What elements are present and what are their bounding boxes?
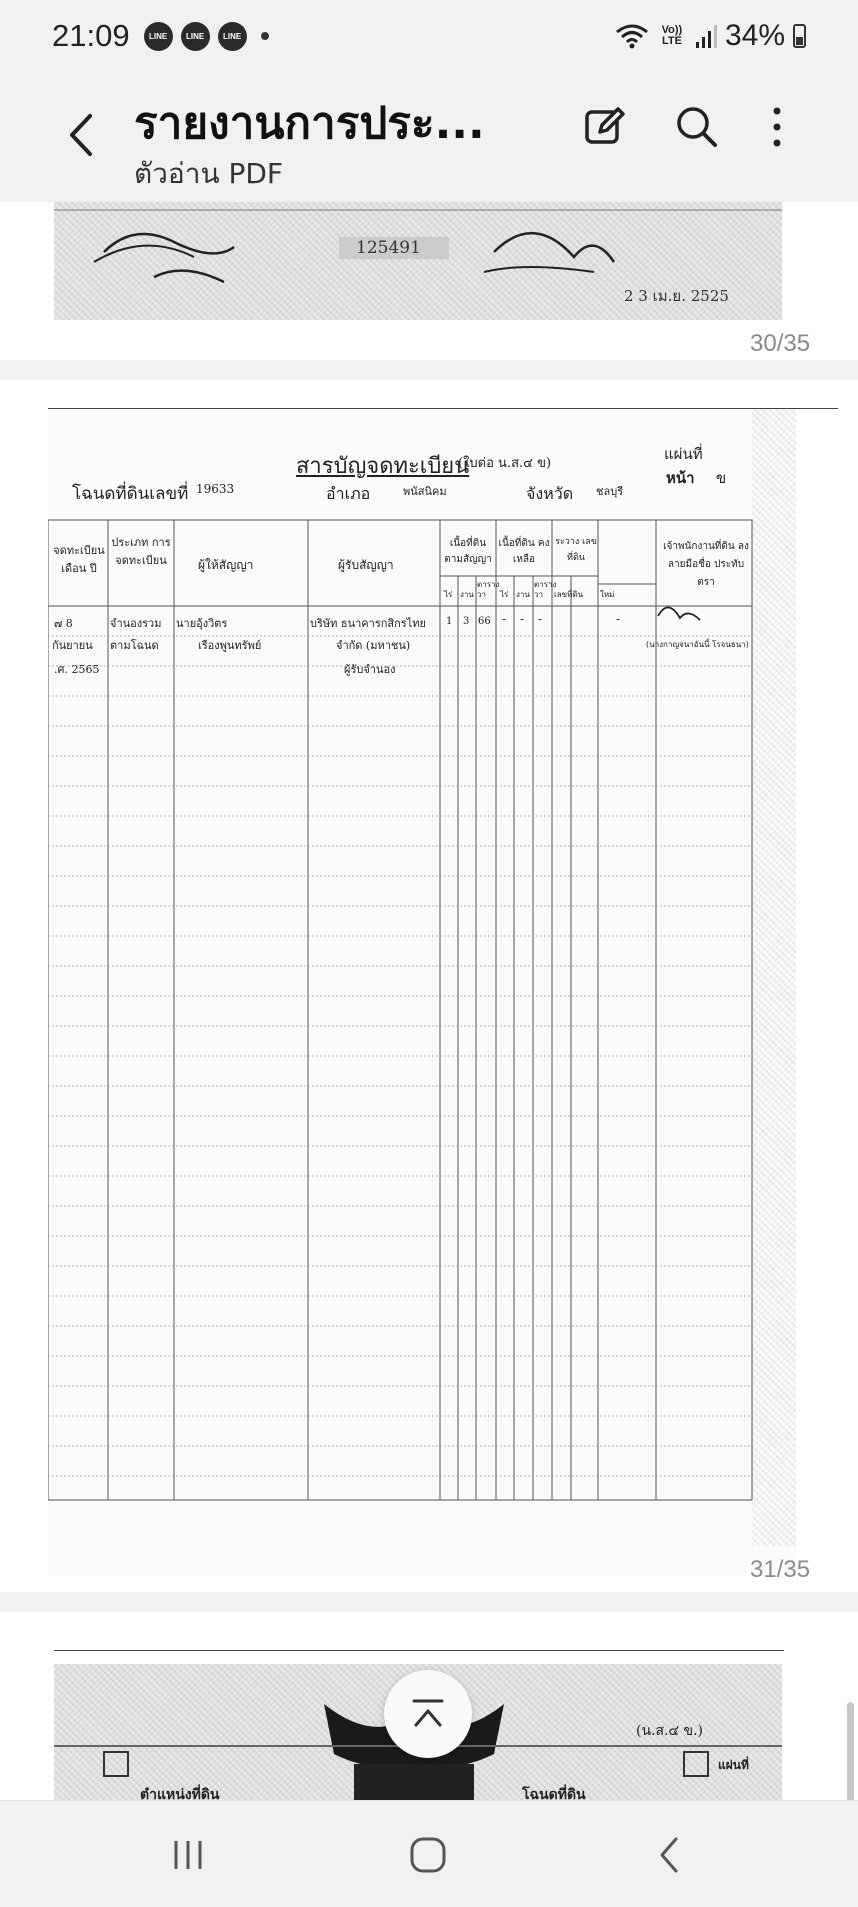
form-label: (น.ส.๔ ข.): [636, 1723, 704, 1739]
system-nav-bar: [0, 1800, 858, 1907]
edit-icon[interactable]: [580, 102, 630, 152]
entry-officer-name: (นางกาญจนาอันนี้ โรจนธนา): [646, 640, 749, 649]
unit-wa: ตาราง วา: [477, 580, 500, 599]
scroll-to-top-icon: [408, 1697, 448, 1731]
battery-percent: 34%: [724, 19, 785, 52]
page-value: ข: [716, 469, 727, 487]
entry-ngan: 3: [463, 616, 470, 627]
stamp-date: 2 3 เม.ย. 2525: [624, 287, 729, 305]
sheet-label: แผ่นที่: [718, 1758, 749, 1772]
entry-date-day: ๗ 8: [54, 617, 73, 630]
col-grantee: ผู้รับสัญญา: [338, 558, 394, 572]
unit-ngan-remain: งาน: [516, 590, 530, 599]
entry-remain-ngan: -: [520, 612, 525, 626]
deed-label: โฉนดที่ดินเลขที่: [72, 484, 189, 504]
province-label: จังหวัด: [526, 484, 574, 503]
col-date: จดทะเบียน เดือน ปี: [53, 544, 105, 575]
unit-parcel-no: เลขที่ดิน: [554, 590, 584, 599]
entry-type-2: ตามโฉนด: [110, 639, 159, 652]
stamp-number: 125491: [356, 238, 421, 258]
unit-rai-remain: ไร่: [500, 590, 509, 599]
line-notification-icon: LINE: [144, 22, 173, 51]
pdf-page-30[interactable]: [0, 202, 858, 360]
line-notification-icon: LINE: [181, 22, 210, 51]
scroll-to-top-button[interactable]: [384, 1670, 472, 1758]
entry-rai: 1: [446, 616, 453, 627]
col-parcel: ระวาง เลขที่ดิน: [555, 537, 597, 563]
sheet-label: แผ่นที่: [664, 445, 703, 463]
search-icon[interactable]: [672, 102, 722, 152]
pdf-viewer[interactable]: [0, 202, 858, 1800]
entry-grantee-3: ผู้รับจำนอง: [344, 663, 396, 676]
page-label: หน้า: [666, 469, 695, 487]
more-notifications-icon: [261, 32, 269, 40]
entry-type-1: จำนองรวม: [110, 617, 162, 630]
province-value: ชลบุรี: [596, 485, 624, 498]
recent-apps-icon[interactable]: [168, 1835, 208, 1875]
col-type: ประเภท การ จดทะเบียน: [111, 536, 171, 567]
status-bar: [0, 0, 858, 72]
entry-grantee-2: จำกัด (มหาชน): [336, 639, 411, 652]
entry-grantee-1: บริษัท ธนาคารกสิกรไทย: [310, 617, 426, 630]
entry-grantor-2: เรืองพูนทรัพย์: [198, 639, 262, 652]
volte-icon: Vo)) LTE: [661, 24, 683, 47]
page-number: 31/35: [750, 1556, 811, 1583]
document-title: รายงานการประ...: [134, 98, 485, 149]
more-vertical-icon[interactable]: [752, 102, 802, 152]
home-icon[interactable]: [408, 1835, 448, 1875]
entry-remain-rai: -: [502, 612, 507, 626]
unit-new: ใหม่: [600, 590, 615, 599]
entry-date-year: .ศ. 2565: [54, 663, 100, 676]
app-bar: [0, 72, 858, 202]
clock: 21:09: [52, 18, 130, 53]
signal-icon: [695, 24, 717, 48]
entry-grantor-1: นายอุ้งวิตร: [176, 617, 228, 630]
doc-subtitle: (ใบต่อ น.ส.๔ ข): [458, 456, 552, 471]
scanned-image: [54, 202, 782, 320]
line-notification-icon: LINE: [218, 22, 247, 51]
deed-number: 19633: [196, 482, 235, 496]
battery-icon: [793, 24, 806, 48]
location-label: ตำแหน่งที่ดิน: [140, 1787, 220, 1800]
col-officer: เจ้าพนักงานที่ดิน ลงลายมือชื่อ ประทับตรา: [663, 541, 749, 588]
unit-ngan: งาน: [460, 590, 474, 599]
entry-parcel: -: [616, 612, 621, 626]
back-icon[interactable]: [650, 1835, 690, 1875]
back-arrow-icon[interactable]: [62, 110, 102, 160]
wifi-icon: [615, 22, 649, 50]
scanned-document: [48, 408, 796, 1576]
pdf-page-31[interactable]: [0, 380, 858, 1592]
entry-date-month: กันยายน: [52, 639, 93, 652]
entry-wa: 66: [478, 616, 491, 627]
entry-remain-wa: -: [538, 612, 543, 626]
col-grantor: ผู้ให้สัญญา: [198, 558, 254, 572]
doc-title: สารบัญจดทะเบียน: [296, 454, 470, 479]
col-area-remain: เนื้อที่ดิน คงเหลือ: [498, 538, 550, 565]
officer-signature: [658, 607, 700, 620]
page-number: 30/35: [750, 330, 811, 357]
scrollbar[interactable]: [847, 1702, 854, 1800]
unit-wa-remain: ตาราง วา: [534, 580, 557, 599]
col-area-contract: เนื้อที่ดิน ตามสัญญา: [444, 538, 492, 565]
deed-label: โฉนดที่ดิน: [522, 1787, 586, 1800]
district-label: อำเภอ: [326, 484, 371, 503]
document-subtitle: ตัวอ่าน PDF: [134, 157, 284, 190]
unit-rai: ไร่: [444, 590, 453, 599]
district-value: พนัสนิคม: [403, 485, 447, 498]
